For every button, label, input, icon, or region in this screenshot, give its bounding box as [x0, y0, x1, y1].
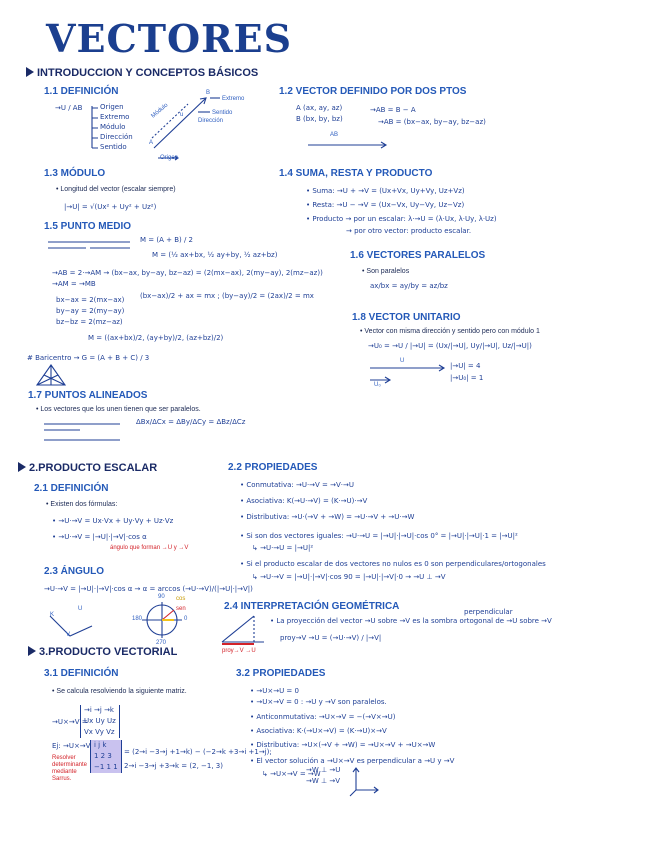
- heading-2-1: 2.1 DEFINICIÓN: [34, 483, 109, 494]
- diagram-label-direccion: Dirección: [198, 118, 224, 124]
- matrix-label: →U×→V =: [52, 718, 88, 726]
- geo-formula: proy→V →U = (→U·→V) / |→V|: [280, 634, 382, 642]
- prop-conmutativa: • Conmutativa: →U·→V = →V·→U: [240, 481, 355, 489]
- heading-3-2: 3.2 PROPIEDADES: [236, 668, 326, 679]
- example-row-2: 1 2 3: [94, 752, 112, 760]
- vprop-1: • →U×→U = 0: [250, 687, 299, 695]
- vprop-3: • Anticonmutativa: →U×→V = −(→V×→U): [250, 713, 396, 721]
- matrix-row-2: Ux Uy Uz: [84, 717, 116, 725]
- projection-diagram: [218, 612, 268, 650]
- section-2-heading: 2.PRODUCTO ESCALAR: [18, 462, 157, 474]
- baricentro-formula: # Baricentro → G = (A + B + C) / 3: [27, 354, 150, 362]
- circle-label-270: 270: [156, 640, 167, 646]
- midpoint-formula-3: →AB = 2·→AM → (bx−ax, by−ay, bz−az) = (2(mx−ax), 2(my−ay), 2(mz−az)): [52, 269, 323, 277]
- def-bracket: [88, 100, 100, 152]
- ab-arrow-diagram: [304, 136, 404, 154]
- vprop-4: • Asociativa: K·(→U×→V) = (K·→U)×→V: [250, 727, 387, 735]
- unit-modulus-4: |→U| = 4: [450, 362, 481, 370]
- matrix: [80, 705, 120, 738]
- matrix-row-3: Vx Vy Vz: [84, 728, 115, 736]
- midpoint-eq-x: bx−ax = 2(mx−ax): [56, 296, 125, 304]
- heading-1-3: 1.3 MÓDULO: [44, 168, 106, 179]
- escalar-formula-1: • →U·→V = Ux·Vx + Uy·Vy + Uz·Vz: [52, 517, 174, 525]
- heading-1-4: 1.4 SUMA, RESTA Y PRODUCTO: [279, 168, 433, 179]
- vectorial-def-text: • Se calcula resolviendo la siguiente matriz.: [52, 688, 187, 695]
- midpoint-eq-y: by−ay = 2(my−ay): [56, 307, 125, 315]
- diagram-label-a: A: [149, 140, 154, 146]
- modulo-text: • Longitud del vector (escalar siempre): [56, 186, 176, 193]
- geo-note: perpendicular: [464, 608, 513, 616]
- section-1-heading: INTRODUCCION Y CONCEPTOS BÁSICOS: [26, 67, 258, 79]
- aligned-points-diagram: [40, 416, 130, 444]
- heading-1-7: 1.7 PUNTOS ALINEADOS: [28, 390, 148, 401]
- heading-3-1: 3.1 DEFINICIÓN: [44, 668, 119, 679]
- prop-iguales-result: ↳ →U·→U = |→U|²: [252, 544, 314, 552]
- heading-1-1: 1.1 DEFINICIÓN: [44, 86, 119, 97]
- vprop-5: • Distributiva: →U×(→V + →W) = →U×→V + →U×→W: [250, 741, 436, 749]
- heading-1-2: 1.2 VECTOR DEFINIDO POR DOS PTOS: [279, 86, 467, 97]
- circle-label-0: 0: [184, 616, 188, 622]
- example-matrix: [90, 740, 122, 773]
- diagram-label-u: u: [180, 112, 184, 118]
- def-item-modulo: Módulo: [100, 123, 126, 131]
- unit-label-u0: U₀: [374, 382, 381, 388]
- midpoint-formula-4: →AM = →MB: [52, 280, 96, 288]
- example-result-2: 2→i −3→j +3→k = (2, −1, 3): [124, 762, 223, 770]
- sarrus-note: Resolver determinante mediante Sarrus.: [52, 755, 88, 782]
- def-item-extremo: Extremo: [100, 113, 130, 121]
- prop-iguales: • Si son dos vectores iguales: →U·→U = |→U|·|→U|·cos 0° = |→U|·|→U|·1 = |→U|²: [240, 532, 518, 540]
- point-a: A (ax, ay, az): [296, 104, 343, 112]
- triangle-bullet-icon: [18, 462, 26, 472]
- midpoint-formula-2: M = (½ ax+bx, ½ ay+by, ½ az+bz): [152, 251, 278, 259]
- alineados-text: • Los vectores que los unen tienen que ser paralelos.: [36, 406, 201, 413]
- vprop-8: →W ⊥ →U: [306, 766, 341, 774]
- heading-1-5: 1.5 PUNTO MEDIO: [44, 221, 132, 232]
- ab-formula-1: →AB = B − A: [370, 106, 416, 114]
- prop-distributiva: • Distributiva: →U·(→V + →W) = →U·→V + →U·→W: [240, 513, 415, 521]
- angle-label-v: V: [66, 632, 71, 638]
- vprop-7: ↳ →U×→V = →W: [262, 770, 321, 778]
- heading-1-6: 1.6 VECTORES PARALELOS: [350, 250, 486, 261]
- producto-escalar-num: • Producto → por un escalar: λ·→U = (λ·Ux, λ·Uy, λ·Uz): [306, 215, 497, 223]
- example-result-1: = (2→i −3→j +1→k) − (−2→k +3→i +1→j);: [124, 748, 272, 756]
- unitario-text: • Vector con misma dirección y sentido pero con módulo 1: [360, 328, 540, 335]
- diagram-label-b: B: [206, 90, 211, 96]
- prop-asociativa: • Asociativa: K(→U·→V) = (K·→U)·→V: [240, 497, 368, 505]
- ab-formula-2: →AB = (bx−ax, by−ay, bz−az): [378, 118, 486, 126]
- angle-label-k: K: [50, 612, 55, 618]
- prop-perpendicular-result: ↳ →U·→V = |→U|·|→V|·cos 90 = |→U|·|→V|·0 → →U ⊥ →V: [252, 573, 446, 581]
- heading-2-3: 2.3 ÁNGULO: [44, 566, 105, 577]
- diagram-label-extremo: Extremo: [222, 96, 245, 102]
- diagram-label-modulo: Módulo: [150, 102, 170, 120]
- heading-1-8: 1.8 VECTOR UNITARIO: [352, 312, 461, 323]
- section-3-heading: 3.PRODUCTO VECTORIAL: [28, 646, 177, 658]
- angle-label-u: U: [78, 606, 83, 612]
- def-item-origen: Origen: [100, 103, 124, 111]
- resta-formula: • Resta: →U − →V = (Ux−Vx, Uy−Vy, Uz−Vz): [306, 201, 465, 209]
- midpoint-result: M = ((ax+bx)/2, (ay+by)/2, (az+bz)/2): [88, 334, 224, 342]
- midpoint-diagram: [44, 234, 134, 254]
- angle-formula: →U·→V = |→U|·|→V|·cos α → α = arccos (→U·→V)/(|→U|·|→V|): [44, 585, 253, 593]
- angle-diagram: [44, 598, 194, 648]
- escalar-def-text: • Existen dos fórmulas:: [46, 501, 118, 508]
- producto-vector: → por otro vector: producto escalar.: [346, 227, 472, 235]
- heading-2-2: 2.2 PROPIEDADES: [228, 462, 318, 473]
- diagram-label-origen: Origen: [160, 155, 179, 161]
- diagram-label-sentido: Sentido: [212, 110, 233, 116]
- example-row-1: i j k: [94, 741, 107, 749]
- midpoint-formula-1: M = (A + B) / 2: [140, 236, 193, 244]
- circle-label-cos: cos: [176, 596, 186, 602]
- vprop-6: • El vector solución a →U×→V es perpendicular a →U y →V: [250, 757, 455, 765]
- vprop-2: • →U×→V = 0 : →U y →V son paralelos.: [250, 698, 387, 706]
- midpoint-eq-z: bz−bz = 2(mz−az): [56, 318, 123, 326]
- perpendicular-axes-icon: [346, 762, 386, 798]
- paralelos-formula: ax/bx = ay/by = az/bz: [370, 282, 448, 290]
- prop-perpendicular: • Si el producto escalar de dos vectores no nulos es 0 son perpendiculares/ortogonales: [240, 560, 546, 568]
- matrix-row-1: →i →j →k: [84, 706, 114, 714]
- midpoint-solve: (bx−ax)/2 + ax = mx ; (by−ay)/2 = (2ax)/2 = mx: [140, 292, 314, 300]
- example-label: Ej: →U×→V: [52, 742, 91, 750]
- ab-arrow-label: AB: [330, 132, 339, 138]
- modulo-formula: |→U| = √(Ux² + Uy² + Uz²): [64, 203, 157, 211]
- geo-text: • La proyección del vector →U sobre →V es la sombra ortogonal de →U sobre →V: [270, 617, 552, 625]
- projection-label: proy→V →U: [222, 648, 256, 654]
- heading-2-4: 2.4 INTERPRETACIÓN GEOMÉTRICA: [224, 601, 400, 612]
- angle-note: ángulo que forman →U y →V: [110, 545, 189, 551]
- triangle-bullet-icon: [28, 646, 36, 656]
- point-b: B (bx, by, bz): [296, 115, 343, 123]
- unitario-formula: →U₀ = →U / |→U| = (Ux/|→U|, Uy/|→U|, Uz/|→U|): [368, 342, 532, 350]
- paralelos-text: • Son paralelos: [362, 268, 410, 275]
- example-row-3: −1 1 1: [94, 763, 118, 771]
- circle-label-sen: sen: [176, 606, 186, 612]
- circle-label-90: 90: [158, 594, 165, 600]
- triangle-centroid-icon: [34, 362, 68, 388]
- suma-formula: • Suma: →U + →V = (Ux+Vx, Uy+Vy, Uz+Vz): [306, 187, 465, 195]
- unit-modulus-1: |→U₀| = 1: [450, 374, 484, 382]
- vprop-9: →W ⊥ →V: [306, 777, 340, 785]
- def-vector-label: →U / AB: [55, 104, 83, 112]
- escalar-formula-2: • →U·→V = |→U|·|→V|·cos α: [52, 533, 147, 541]
- triangle-bullet-icon: [26, 67, 34, 77]
- def-item-direccion: Dirección: [100, 133, 133, 141]
- def-item-sentido: Sentido: [100, 143, 127, 151]
- alineados-formula: ΔBx/ΔCx = ΔBy/ΔCy = ΔBz/ΔCz: [136, 418, 246, 426]
- circle-label-180: 180: [132, 616, 143, 622]
- page-title: VECTORES: [46, 16, 293, 61]
- unit-label-u: U: [400, 358, 405, 364]
